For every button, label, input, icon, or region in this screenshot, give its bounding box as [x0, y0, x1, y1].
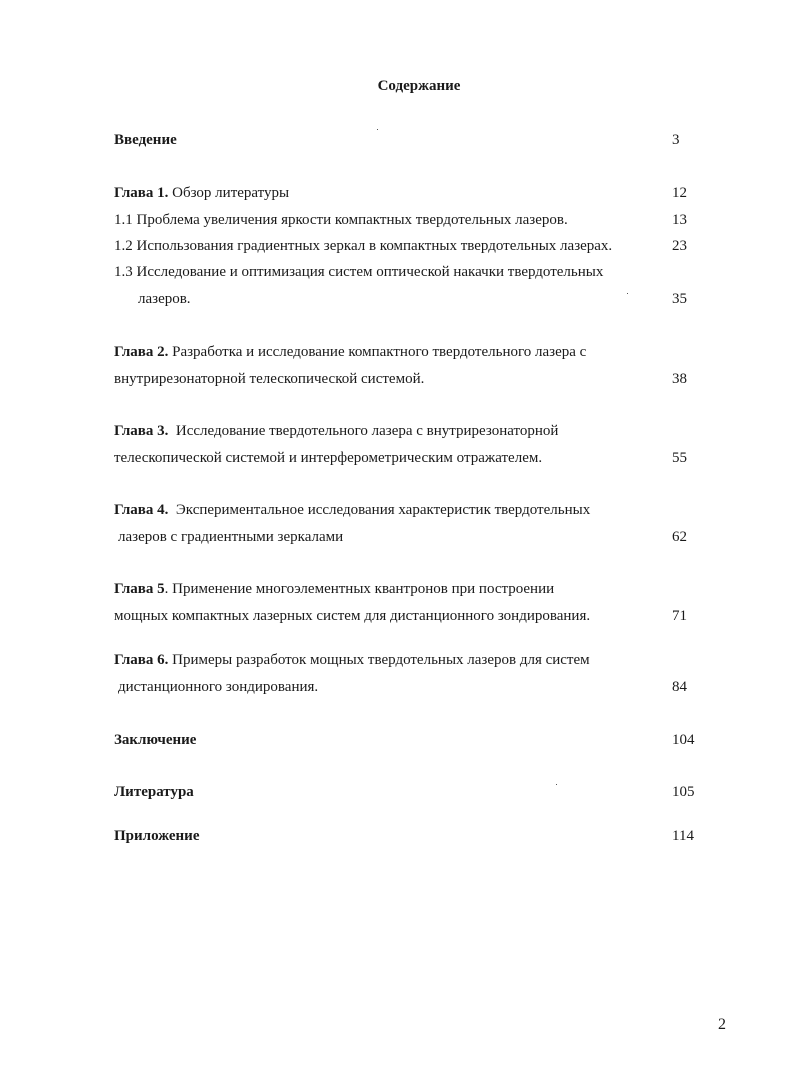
- scan-speck: [556, 784, 557, 785]
- chapter3-line1-text: Исследование твердотельного лазера с внутрирезонаторной: [168, 423, 559, 439]
- toc-chapter4-page: 62: [672, 529, 687, 545]
- chapter2-line1-text: Разработка и исследование компактного твердотельного лазера с: [168, 344, 587, 360]
- chapter3-prefix: Глава 3.: [114, 423, 169, 439]
- page-number: 2: [718, 1016, 726, 1033]
- toc-section-1-3-line2: лазеров.: [138, 291, 191, 307]
- toc-conclusion-page: 104: [672, 732, 695, 748]
- toc-intro-page: 3: [672, 132, 680, 148]
- toc-section-1-3-page: 35: [672, 291, 687, 307]
- toc-section-1-1: 1.1 Проблема увеличения яркости компактных твердотельных лазеров.: [114, 212, 568, 228]
- toc-chapter2-line1: [114, 343, 644, 361]
- toc-chapter2-page: 38: [672, 371, 687, 387]
- chapter4-line1-text: Экспериментальное исследования характеристик твердотельных: [168, 502, 591, 518]
- toc-chapter6-page: 84: [672, 679, 687, 695]
- toc-chapter5-line1: [114, 580, 644, 598]
- toc-literature-page: 105: [672, 784, 695, 800]
- toc-chapter6-line1: [114, 651, 644, 669]
- toc-appendix-label: Приложение: [114, 828, 200, 844]
- toc-chapter3-page: 55: [672, 450, 687, 466]
- chapter1-prefix: Глава 1.: [114, 185, 169, 201]
- toc-chapter3-line1: [114, 422, 644, 440]
- scan-speck: [627, 293, 628, 294]
- toc-section-1-3-line1: 1.3 Исследование и оптимизация систем оптической накачки твердотельных: [114, 264, 604, 280]
- toc-section-1-2-page: 23: [672, 238, 687, 254]
- chapter1-title-text: Обзор литературы: [168, 185, 290, 201]
- toc-chapter1-title: [114, 184, 644, 202]
- toc-chapter2-line2: внутрирезонаторной телескопической системой.: [114, 371, 425, 387]
- toc-chapter3-line2: телескопической системой и интерферометрическим отражателем.: [114, 450, 543, 466]
- toc-chapter4-line2: лазеров с градиентными зеркалами: [118, 529, 344, 545]
- toc-section-1-1-page: 13: [672, 212, 687, 228]
- toc-chapter6-line2: дистанционного зондирования.: [118, 679, 319, 695]
- chapter6-line1-text: Примеры разработок мощных твердотельных лазеров для систем: [168, 652, 590, 668]
- toc-intro-label: Введение: [114, 132, 177, 148]
- scan-speck: [377, 129, 378, 130]
- toc-chapter1-page: 12: [672, 185, 687, 201]
- toc-conclusion-label: Заключение: [114, 732, 197, 748]
- toc-literature-label: Литература: [114, 784, 194, 800]
- page-title: Содержание: [377, 78, 461, 94]
- chapter5-line1-text: . Применение многоэлементных квантронов при построении: [164, 581, 555, 597]
- chapter2-prefix: Глава 2.: [114, 344, 169, 360]
- chapter5-prefix: Глава 5: [114, 581, 165, 597]
- toc-appendix-page: 114: [672, 828, 694, 844]
- toc-section-1-2: 1.2 Использования градиентных зеркал в компактных твердотельных лазерах.: [114, 238, 613, 254]
- toc-chapter5-line2: мощных компактных лазерных систем для дистанционного зондирования.: [114, 608, 591, 624]
- toc-chapter4-line1: [114, 501, 644, 519]
- toc-chapter5-page: 71: [672, 608, 687, 624]
- chapter6-prefix: Глава 6.: [114, 652, 169, 668]
- chapter4-prefix: Глава 4.: [114, 502, 169, 518]
